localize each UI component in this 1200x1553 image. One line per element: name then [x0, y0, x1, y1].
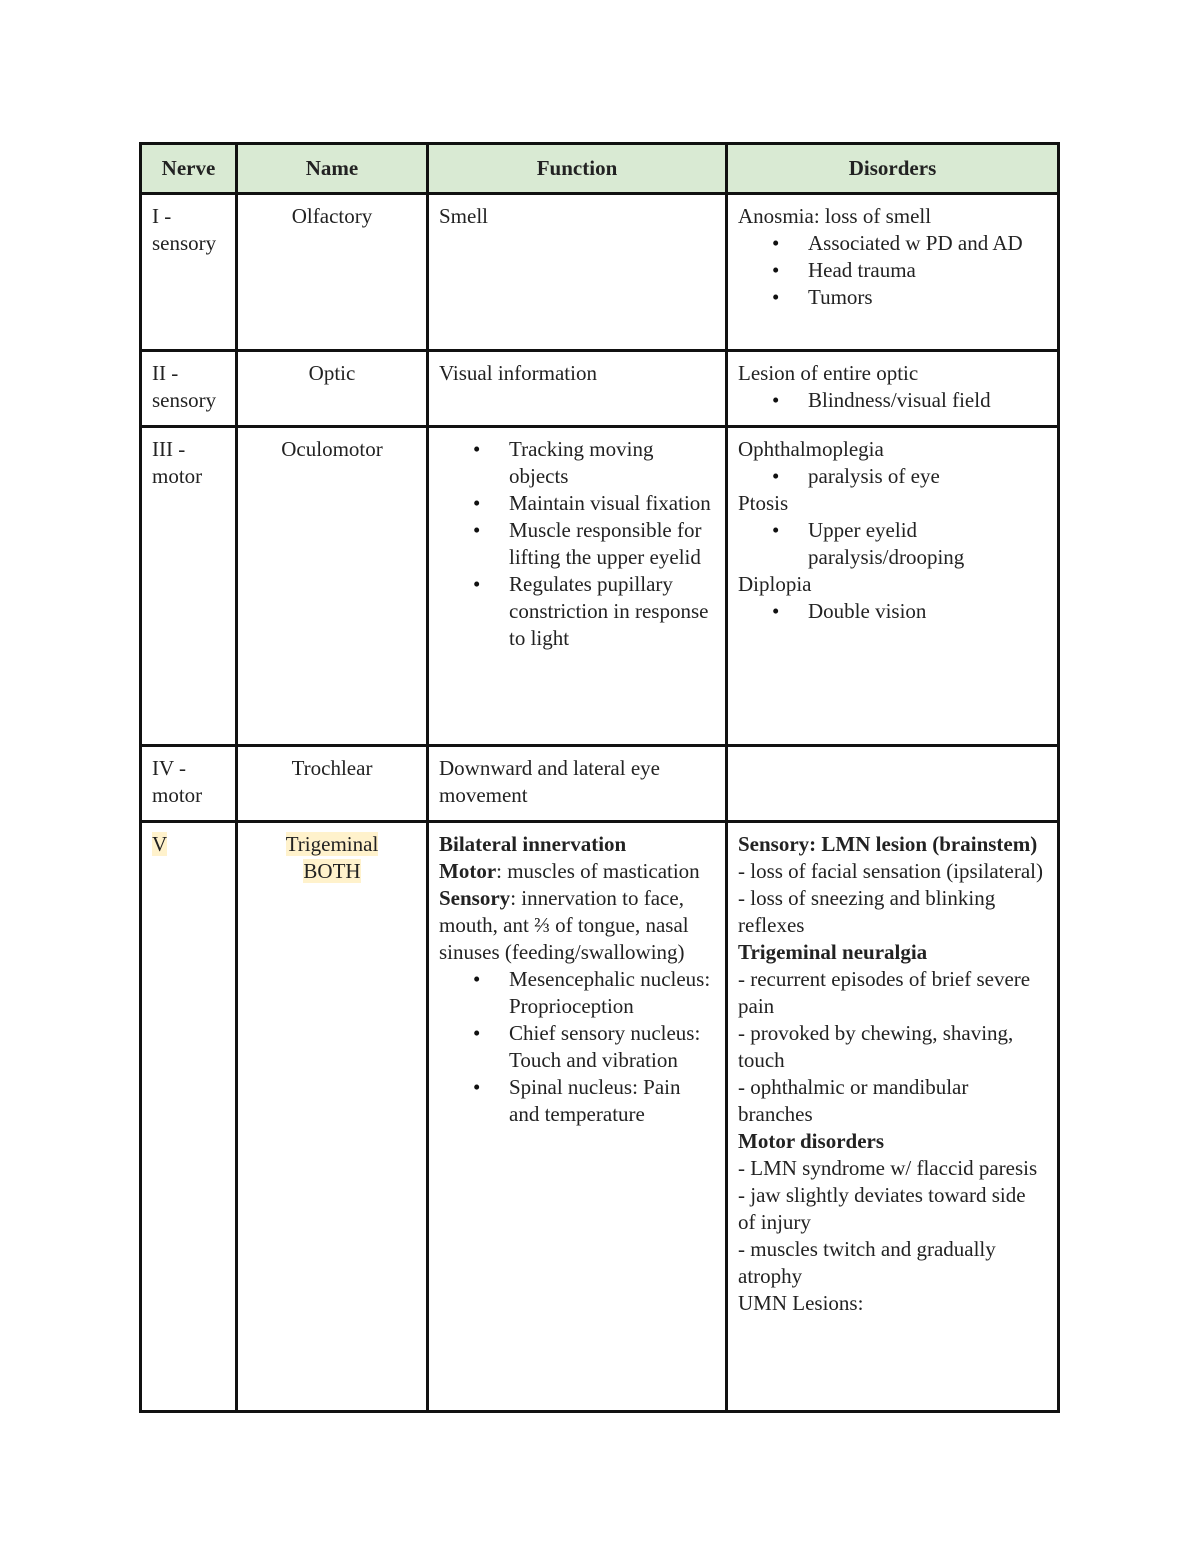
highlighted-text: BOTH: [303, 859, 361, 883]
list-item: • paralysis of eye: [808, 463, 1047, 490]
disorder-line: - muscles twitch and gradually atrophy: [738, 1237, 996, 1288]
list-item: • Double vision: [808, 598, 1047, 625]
table-header-row: [141, 144, 1059, 194]
disorder-list: [738, 387, 1047, 414]
function-heading: Bilateral innervation: [439, 832, 627, 856]
nerve-cell: I - sensory: [141, 194, 237, 351]
disorder-list: [738, 598, 1047, 625]
disorders-cell: [727, 194, 1059, 351]
nerve-cell: IV - motor: [141, 746, 237, 822]
disorder-list: [738, 517, 1047, 571]
list-item: • Maintain visual fixation: [509, 490, 715, 517]
disorder-title: Ophthalmoplegia: [738, 437, 884, 461]
name-cell: Trochlear: [237, 746, 428, 822]
name-cell: Optic: [237, 351, 428, 427]
highlighted-text: Trigeminal: [285, 832, 379, 856]
label: Sensory: [439, 886, 511, 910]
table-row: [141, 351, 1059, 427]
disorder-intro: Lesion of entire optic: [738, 361, 919, 385]
text: : innervation to face, mouth, ant ⅔ of tongue, nasal sinuses (feeding/swallowing): [439, 886, 689, 964]
name-cell: [237, 822, 428, 1412]
function-cell: Downward and lateral eye movement: [428, 746, 727, 822]
disorder-intro: Anosmia: loss of smell: [738, 204, 932, 228]
disorders-cell: [727, 822, 1059, 1412]
list-item: • Upper eyelid paralysis/drooping: [808, 517, 1047, 571]
table-row: [141, 427, 1059, 746]
disorder-list: [738, 230, 1047, 311]
list-item: • Spinal nucleus: Pain and temperature: [509, 1074, 715, 1128]
list-item: • Blindness/visual field: [808, 387, 1047, 414]
list-item: • Regulates pupillary constriction in response to light: [509, 571, 715, 652]
function-motor: [439, 858, 715, 885]
list-item: • Tracking moving objects: [509, 436, 715, 490]
list-item: • Head trauma: [808, 257, 1047, 284]
disorder-heading: Trigeminal neuralgia: [738, 940, 928, 964]
function-cell: [428, 822, 727, 1412]
disorder-line: - loss of facial sensation (ipsilateral): [738, 859, 1043, 883]
table-row: [141, 746, 1059, 822]
list-item: • Chief sensory nucleus: Touch and vibration: [509, 1020, 715, 1074]
header-function: Function: [428, 144, 727, 194]
disorder-title: Diplopia: [738, 572, 812, 596]
nerve-cell: [141, 822, 237, 1412]
cranial-nerves-table: [139, 142, 1060, 1413]
label: Motor: [439, 859, 497, 883]
disorders-cell: [727, 746, 1059, 822]
function-cell: Smell: [428, 194, 727, 351]
function-cell: Visual information: [428, 351, 727, 427]
disorders-cell: [727, 351, 1059, 427]
disorder-line: - LMN syndrome w/ flaccid paresis: [738, 1156, 1038, 1180]
list-item: • Tumors: [808, 284, 1047, 311]
disorder-title: Ptosis: [738, 491, 789, 515]
header-name: Name: [237, 144, 428, 194]
function-sensory: [439, 885, 715, 966]
disorder-line: - recurrent episodes of brief severe pain: [738, 967, 1031, 1018]
disorders-cell: [727, 427, 1059, 746]
table-row: [141, 822, 1059, 1412]
nerve-cell: II - sensory: [141, 351, 237, 427]
name-cell: Olfactory: [237, 194, 428, 351]
header-nerve: Nerve: [141, 144, 237, 194]
disorder-heading: Sensory: LMN lesion (brainstem): [738, 832, 1038, 856]
list-item: • Associated w PD and AD: [808, 230, 1047, 257]
disorder-line: - jaw slightly deviates toward side of injury: [738, 1183, 1026, 1234]
disorder-heading: Motor disorders: [738, 1129, 885, 1153]
header-disorders: Disorders: [727, 144, 1059, 194]
function-list: [439, 436, 715, 652]
name-cell: Oculomotor: [237, 427, 428, 746]
list-item: • Mesencephalic nucleus: Proprioception: [509, 966, 715, 1020]
list-item: • Muscle responsible for lifting the upper eyelid: [509, 517, 715, 571]
disorder-list: [738, 463, 1047, 490]
nerve-cell: III - motor: [141, 427, 237, 746]
function-cell: [428, 427, 727, 746]
text: : muscles of mastication: [496, 859, 700, 883]
disorder-line: - provoked by chewing, shaving, touch: [738, 1021, 1014, 1072]
table-row: [141, 194, 1059, 351]
highlighted-text: V: [152, 832, 168, 856]
disorder-line: UMN Lesions:: [738, 1291, 864, 1315]
disorder-line: - ophthalmic or mandibular branches: [738, 1075, 969, 1126]
function-list: [439, 966, 715, 1128]
disorder-line: - loss of sneezing and blinking reflexes: [738, 886, 996, 937]
